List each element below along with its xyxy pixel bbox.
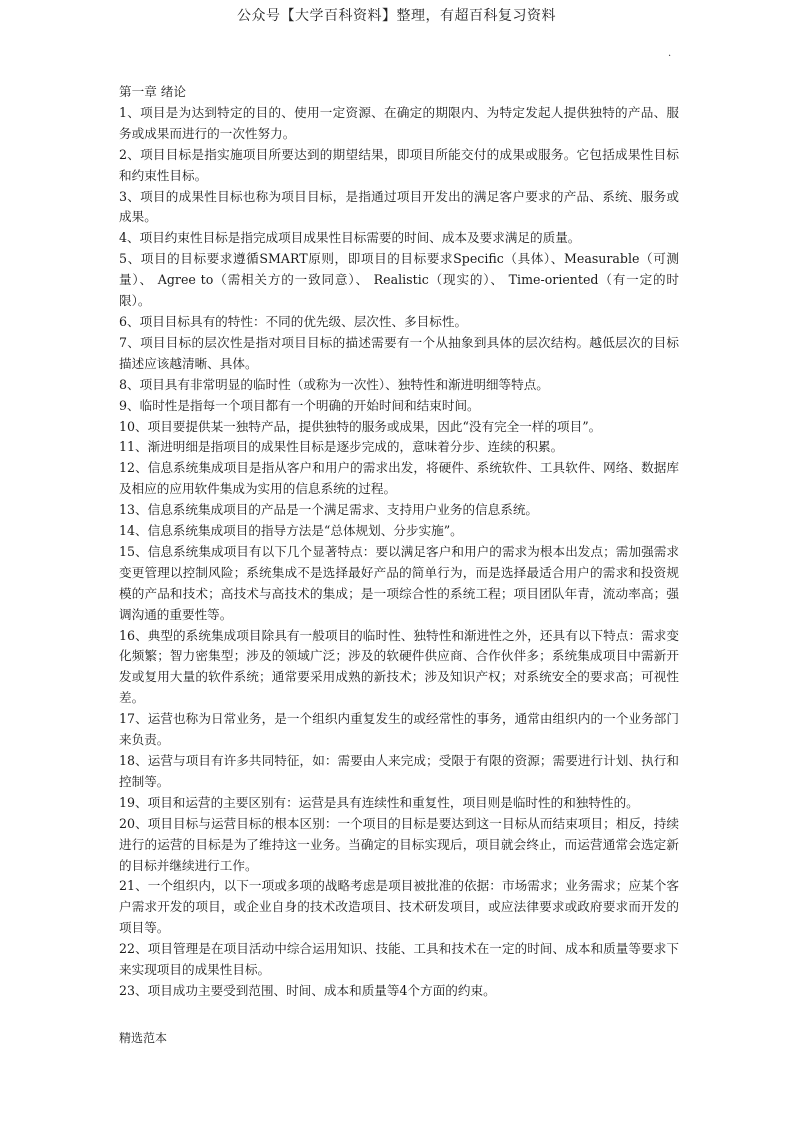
document-body [119,82,679,1002]
paragraph-21: 21、一个组织内，以下一项或多项的战略考虑是项目被批准的依据：市场需求；业务需求；应某个客户需求开发的项目，或企业自身的技术改造项目、技术研发项目，或应法律要求或政府要求而开发的项目等。 [119,878,679,936]
paragraph-8: 8、项目具有非常明显的临时性（或称为一次性）、独特性和渐进明细等特点。 [119,376,549,392]
paragraph-18: 18、运营与项目有许多共同特征，如：需要由人来完成；受限于有限的资源；需要进行计划、执行和控制等。 [119,753,679,789]
paragraph-14: 14、信息系统集成项目的指导方法是“总体规划、分步实施”。 [119,523,463,539]
paragraph-6: 6、项目目标具有的特性：不同的优先级、层次性、多目标性。 [119,313,468,329]
chapter-title: 第一章 绪论 [119,84,186,99]
paragraph-20: 20、项目目标与运营目标的根本区别：一个项目的目标是要达到这一目标从而结束项目；相反，持续进行的运营的目标是为了维持这一业务。当确定的目标实现后，项目就会终止，而运营通常会选定新的目标并继续进行工作。 [119,815,679,873]
paragraph-13: 13、信息系统集成项目的产品是一个满足需求、支持用户业务的信息系统。 [119,502,539,518]
paragraph-22: 22、项目管理是在项目活动中综合运用知识、技能、工具和技术在一定的时间、成本和质量等要求下来实现项目的成果性目标。 [119,941,679,978]
paragraph-5: 5、项目的目标要求遵循SMART原则，即项目的目标要求Specific（具体）、Measurable（可测量）、 Agree to（需相关方的一致同意）、 Realistic（现实的）、 Time-oriented（有一定的时限）。 [119,251,679,309]
paragraph-10: 10、项目要提供某一独特产品，提供独特的服务或成果，因此“没有完全一样的项目”。 [119,418,602,434]
paragraph-12: 12、信息系统集成项目是指从客户和用户的需求出发，将硬件、系统软件、工具软件、网络、数据库及相应的应用软件集成为实用的信息系统的过程。 [119,460,679,497]
paragraph-19: 19、项目和运营的主要区别有：运营是具有连续性和重复性，项目则是临时性的和独特性的。 [119,794,639,810]
paragraph-11: 11、渐进明细是指项目的成果性目标是逐步完成的，意味着分步、连续的积累。 [119,439,564,455]
footer-label: 精选范本 [119,1031,168,1045]
paragraph-23: 23、项目成功主要受到范围、时间、成本和质量等4个方面的约束。 [119,982,496,998]
header-banner: 公众号【大学百科资料】整理，有超百科复习资料 [237,8,556,24]
paragraph-7: 7、项目目标的层次性是指对项目目标的描述需要有一个从抽象到具体的层次结构。越低层次的目标描述应该越清晰、具体。 [119,334,679,371]
corner-mark: . [668,48,672,59]
paragraph-4: 4、项目约束性目标是指完成项目成果性目标需要的时间、成本及要求满足的质量。 [119,230,581,246]
paragraph-3: 3、项目的成果性目标也称为项目目标，是指通过项目开发出的满足客户要求的产品、系统、服务或成果。 [119,188,679,225]
paragraph-16: 16、典型的系统集成项目除具有一般项目的临时性、独特性和渐进性之外，还具有以下特点：需求变化频繁；智力密集型；涉及的领域广泛；涉及的软硬件供应商、合作伙伴多；系统集成项目中需新开发或复用大量的软件系统；通常要采用成熟的新技术；涉及知识产权；对系统安全的要求高；可视性差。 [119,627,679,706]
paragraph-1: 1、项目是为达到特定的目的、使用一定资源、在确定的期限内、为特定发起人提供独特的产品、服务或成果而进行的一次性努力。 [119,104,679,141]
paragraph-9: 9、临时性是指每一个项目都有一个明确的开始时间和结束时间。 [119,397,480,413]
paragraph-17: 17、运营也称为日常业务，是一个组织内重复发生的或经常性的事务，通常由组织内的一个业务部门来负责。 [119,711,679,748]
paragraph-15: 15、信息系统集成项目有以下几个显著特点：要以满足客户和用户的需求为根本出发点；需加强需求变更管理以控制风险；系统集成不是选择最好产品的简单行为，而是选择最适合用户的需求和投资规模的产品和技术；高技术与高技术的集成；是一项综合性的系统工程；项目团队年青，流动率高；强调沟通的重要性等。 [119,543,679,622]
paragraph-2: 2、项目目标是指实施项目所要达到的期望结果，即项目所能交付的成果或服务。它包括成果性目标和约束性目标。 [119,146,679,183]
